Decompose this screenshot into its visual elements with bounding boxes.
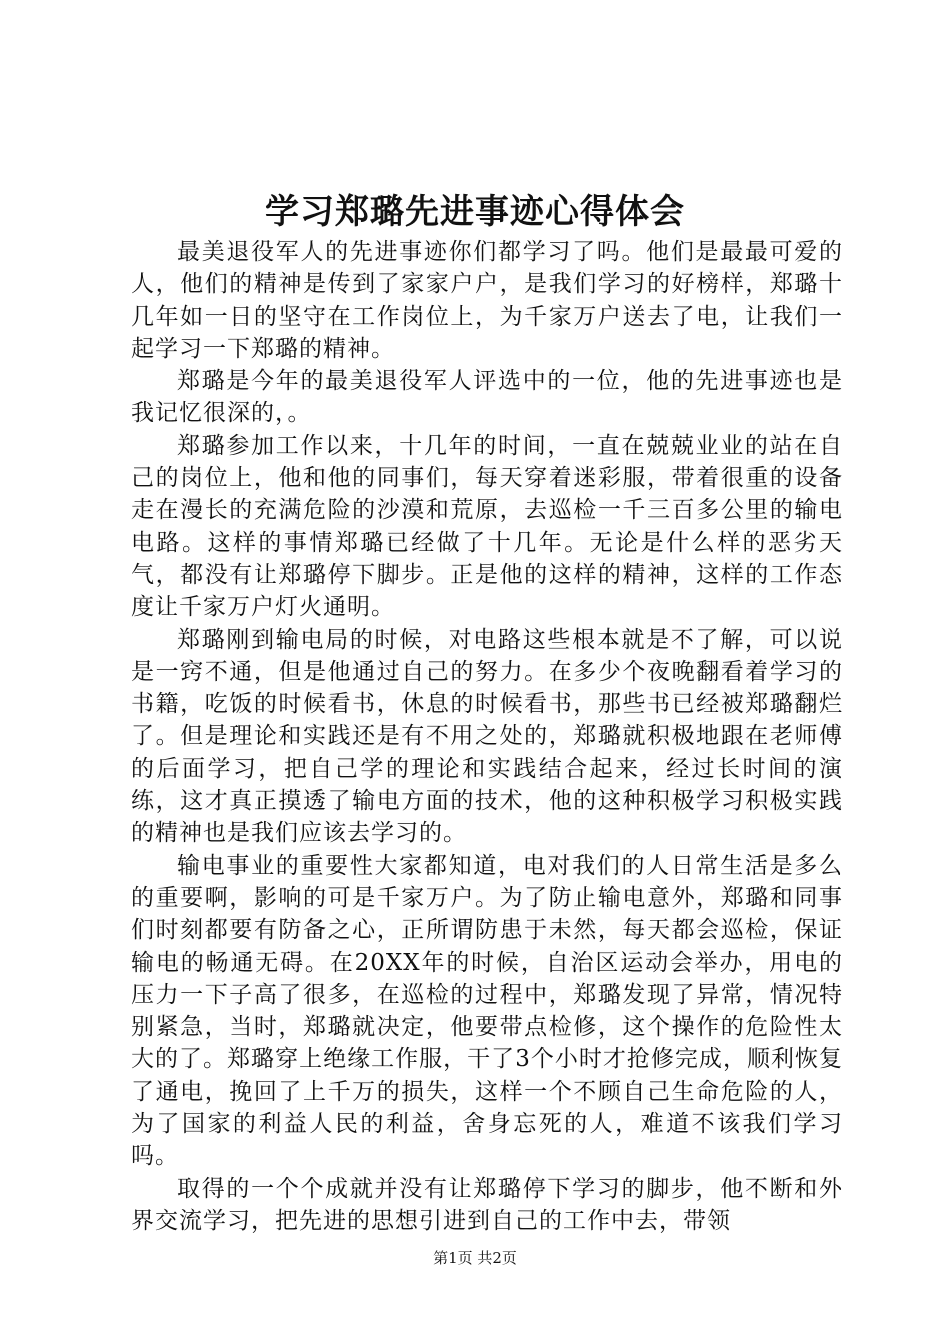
paragraph: 郑璐参加工作以来，十几年的时间，一直在兢兢业业的站在自己的岗位上，他和他的同事们，每天穿着迷彩服，带着很重的设备走在漫长的充满危险的沙漠和荒原，去巡检一千三百多公里的输电电路。这样的事情郑璐已经做了十几年。无论是什么样的恶劣天气，都没有让郑璐停下脚步。正是他的这样的精神，这样的工作态度让千家万户灯火通明。 xyxy=(131,432,843,621)
paragraph: 郑璐是今年的最美退役军人评选中的一位，他的先进事迹也是我记忆很深的，。 xyxy=(131,368,843,427)
document-title: 学习郑璐先进事迹心得体会 xyxy=(265,192,685,232)
paragraph: 郑璐刚到输电局的时候，对电路这些根本就是不了解，可以说是一窍不通，但是他通过自己的努力。在多少个夜晚翻看着学习的书籍，吃饭的时候看书，休息的时候看书，那些书已经被郑璐翻烂了。但是理论和实践还是有不用之处的，郑璐就积极地跟在老师傅的后面学习，把自己学的理论和实践结合起来，经过长时间的演练，这才真正摸透了输电方面的技术，他的这种积极学习积极实践的精神也是我们应该去学习的。 xyxy=(131,626,843,847)
paragraph: 最美退役军人的先进事迹你们都学习了吗。他们是最最可爱的人，他们的精神是传到了家家户户，是我们学习的好榜样，郑璐十几年如一日的坚守在工作岗位上，为千家万户送去了电，让我们一起学习一下郑璐的精神。 xyxy=(131,239,843,362)
page-footer: 第1页 共2页 xyxy=(433,1249,517,1267)
document-body xyxy=(131,236,843,1237)
paragraph: 输电事业的重要性大家都知道，电对我们的人日常生活是多么的重要啊，影响的可是千家万户。为了防止输电意外，郑璐和同事们时刻都要有防备之心，正所谓防患于未然，每天都会巡检，保证输电的畅通无碍。在20XX年的时候，自治区运动会举办，用电的压力一下子高了很多，在巡检的过程中，郑璐发现了异常，情况特别紧急，当时，郑璐就决定，他要带点检修，这个操作的危险性太大的了。郑璐穿上绝缘工作服，干了3个小时才抢修完成，顺利恢复了通电，挽回了上千万的损失，这样一个不顾自己生命危险的人，为了国家的利益人民的利益，舍身忘死的人，难道不该我们学习吗。 xyxy=(131,852,843,1170)
paragraph: 取得的一个个成就并没有让郑璐停下学习的脚步，他不断和外界交流学习，把先进的思想引进到自己的工作中去，带领 xyxy=(131,1175,843,1234)
